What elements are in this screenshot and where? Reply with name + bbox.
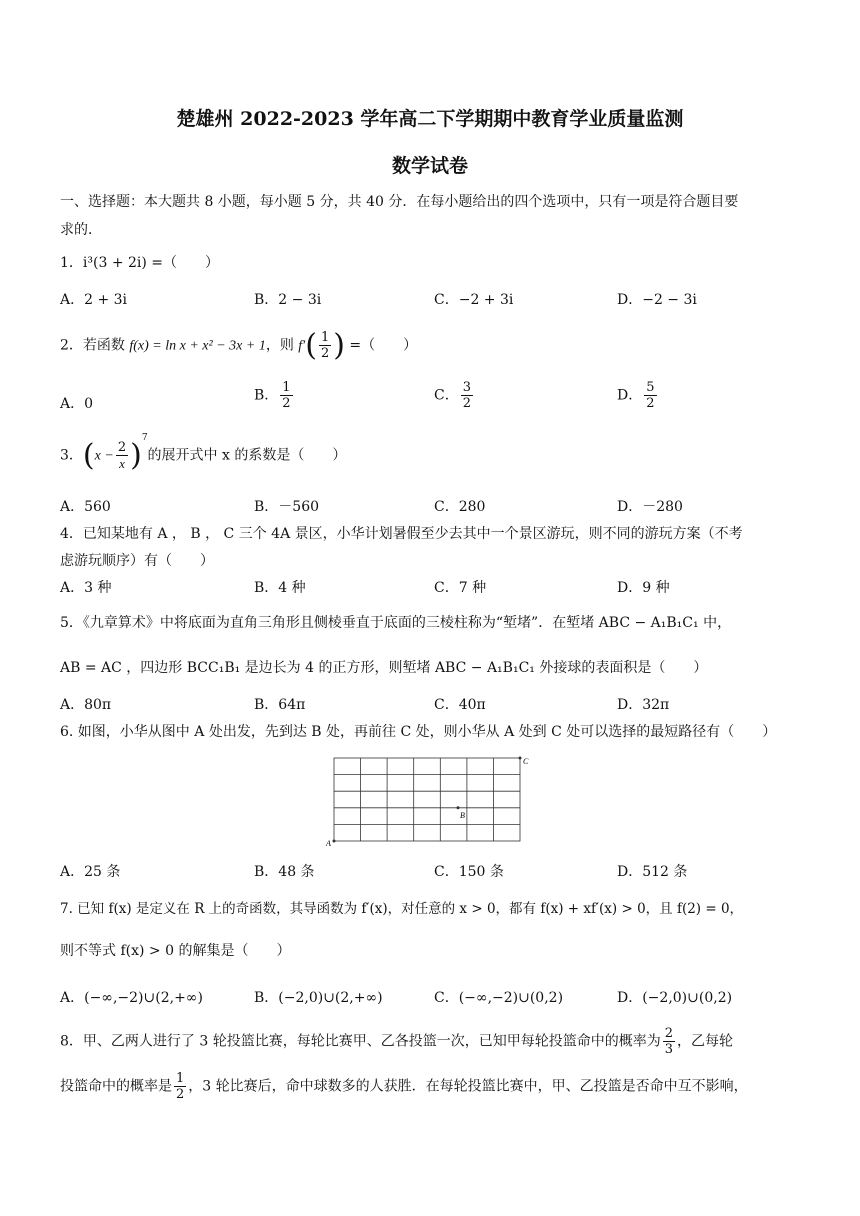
- question-8-text-b: ，乙每轮: [677, 1033, 733, 1050]
- question-8-text-d: ，3 轮比赛后，命中球数多的人获胜．在每轮投篮比赛中，甲、乙投篮是否命中互不影响，: [188, 1078, 748, 1095]
- q5-option-b: B．64π: [254, 697, 306, 713]
- question-2-text-a: 若函数: [82, 337, 130, 354]
- fraction-denominator: 2: [176, 1087, 185, 1102]
- q1-option-c: C．−2 + 3i: [434, 292, 514, 308]
- fraction-numerator: 3: [462, 380, 471, 395]
- question-2-fraction: [319, 330, 331, 361]
- q7-option-a: A．(−∞,−2)∪(2,+∞): [60, 990, 203, 1006]
- question-2-number: 2．: [60, 337, 83, 354]
- fraction-numerator: 5: [646, 380, 655, 395]
- q3-option-a: A．560: [60, 499, 111, 515]
- grid-figure: [326, 754, 536, 848]
- fraction-numerator: 2: [664, 1026, 673, 1041]
- q5-option-d: D．32π: [617, 697, 670, 713]
- fraction-denominator: 2: [320, 346, 330, 361]
- q4-option-d: D．9 种: [617, 580, 670, 596]
- point-c: [519, 757, 522, 760]
- grid-svg: [326, 754, 536, 848]
- option-fraction: [461, 380, 473, 411]
- question-8-text-a: 8．甲、乙两人进行了 3 轮投篮比赛，每轮比赛甲、乙各投篮一次，已知甲每轮投篮命中的概率为: [60, 1033, 661, 1050]
- q4-option-b: B．4 种: [254, 580, 306, 596]
- paren-close: ): [333, 328, 345, 363]
- q1-option-d: D．−2 − 3i: [617, 292, 697, 308]
- q2-option-d: [617, 380, 659, 411]
- fraction-numerator: 2: [117, 440, 127, 455]
- fraction-numerator: 1: [282, 380, 291, 395]
- q6-option-b: B．48 条: [254, 864, 315, 880]
- question-4-line2: 虑游玩顺序）有（ ）: [60, 553, 214, 569]
- q3-option-c: C．280: [434, 499, 486, 515]
- question-6-line1: 6. 如图，小华从图中 A 处出发，先到达 B 处，再前往 C 处，则小华从 A 处到 C 处可以选择的最短路径有（ ）: [60, 724, 777, 740]
- question-4-line1: 4．已知某地有 A ， B ， C 三个 4A 景区，小华计划暑假至少去其中一个景区游玩，则不同的游玩方案（不考: [60, 526, 743, 542]
- question-7-line2: 则不等式 f(x) > 0 的解集是（ ）: [60, 943, 291, 959]
- question-5-line1: 5．《九章算术》中将底面为直角三角形且侧棱垂直于底面的三棱柱称为“堑堵”．在堑堵 ABC − A₁B₁C₁ 中，: [60, 615, 732, 631]
- paren-close: ): [130, 438, 142, 473]
- question-5-line2: AB = AC ，四边形 BCC₁B₁ 是边长为 4 的正方形，则堑堵 ABC − A₁B₁C₁ 外接球的表面积是（ ）: [60, 660, 708, 676]
- fraction-denominator: x: [119, 456, 125, 471]
- q2-option-a: A．0: [60, 396, 94, 412]
- q4-option-a: A．3 种: [60, 580, 112, 596]
- fraction-numerator: 1: [176, 1071, 185, 1086]
- q4-option-c: C．7 种: [434, 580, 487, 596]
- question-7-line1: 7. 已知 f(x) 是定义在 R 上的奇函数，其导函数为 f′(x)，对任意的 x > 0，都有 f(x) + xf′(x) > 0，且 f(2) = 0，: [60, 901, 744, 917]
- point-b: [457, 806, 460, 809]
- paren-open: (: [305, 328, 317, 363]
- q1-option-b: B．2 − 3i: [254, 292, 322, 308]
- q7-option-b: B．(−2,0)∪(2,+∞): [254, 990, 383, 1006]
- question-3-text: 的展开式中 x 的系数是（ ）: [147, 447, 347, 464]
- grid-lines: [334, 758, 520, 841]
- fraction-numerator: 1: [320, 330, 330, 345]
- question-8-text-c: 投篮命中的概率是: [60, 1078, 172, 1095]
- section-instruction-line1: 一、选择题：本大题共 8 小题，每小题 5 分，共 40 分．在每小题给出的四个选项中，只有一项是符合题目要: [60, 194, 739, 210]
- question-8-fraction-2: [174, 1071, 186, 1102]
- question-1-stem: [60, 252, 219, 272]
- fraction-denominator: 3: [664, 1042, 673, 1057]
- q5-option-a: A．80π: [60, 697, 112, 713]
- question-3-stem: [60, 432, 347, 473]
- q2-option-c: [434, 380, 475, 411]
- fraction-denominator: 2: [282, 396, 291, 411]
- question-3-fraction: [116, 440, 128, 471]
- q6-option-a: A．25 条: [60, 864, 121, 880]
- question-2-text-c: =（ ）: [344, 337, 418, 354]
- q6-option-c: C．150 条: [434, 864, 504, 880]
- option-fraction: [644, 380, 656, 411]
- q6-option-d: D．512 条: [617, 864, 688, 880]
- question-3-expr: x −: [94, 448, 114, 464]
- question-8-fraction-1: [663, 1026, 675, 1057]
- question-1-text: i³(3 + 2i) =（ ）: [82, 255, 220, 271]
- paren-open: (: [82, 438, 95, 473]
- page-subtitle: 数学试卷: [391, 155, 468, 177]
- grid-border: [334, 758, 520, 841]
- question-1-number: 1．: [60, 255, 83, 271]
- question-2-text-b: ，则: [265, 337, 299, 354]
- q5-option-c: C．40π: [434, 697, 486, 713]
- q7-option-d: D．(−2,0)∪(0,2): [617, 990, 733, 1006]
- point-a: [333, 840, 336, 843]
- q3-option-b: B．－560: [254, 499, 320, 515]
- label-c: C: [523, 757, 529, 766]
- page-title: 楚雄州 2022-2023 学年高二下学期期中教育学业质量监测: [176, 108, 684, 130]
- option-label: C．: [434, 387, 459, 404]
- fraction-denominator: 2: [462, 396, 471, 411]
- option-fraction: [280, 380, 292, 411]
- question-8-line2: [60, 1071, 748, 1102]
- q3-option-d: D．－280: [617, 499, 683, 515]
- option-label: B．: [254, 387, 279, 404]
- q2-option-b: [254, 380, 295, 411]
- question-2-derivative: f′: [298, 338, 306, 354]
- question-3-number: 3．: [60, 447, 83, 464]
- fraction-denominator: 2: [646, 396, 655, 411]
- label-b: B: [460, 811, 465, 820]
- section-instruction-line2: 求的．: [60, 222, 102, 238]
- question-2-stem: [60, 328, 417, 363]
- q1-option-a: A．2 + 3i: [60, 292, 128, 308]
- question-3-exponent: 7: [141, 432, 148, 443]
- q7-option-c: C．(−∞,−2)∪(0,2): [434, 990, 564, 1006]
- question-2-function: f(x) = ln x + x² − 3x + 1: [129, 338, 266, 354]
- option-label: D．: [617, 387, 643, 404]
- question-8-line1: [60, 1026, 733, 1057]
- label-a: A: [326, 839, 331, 848]
